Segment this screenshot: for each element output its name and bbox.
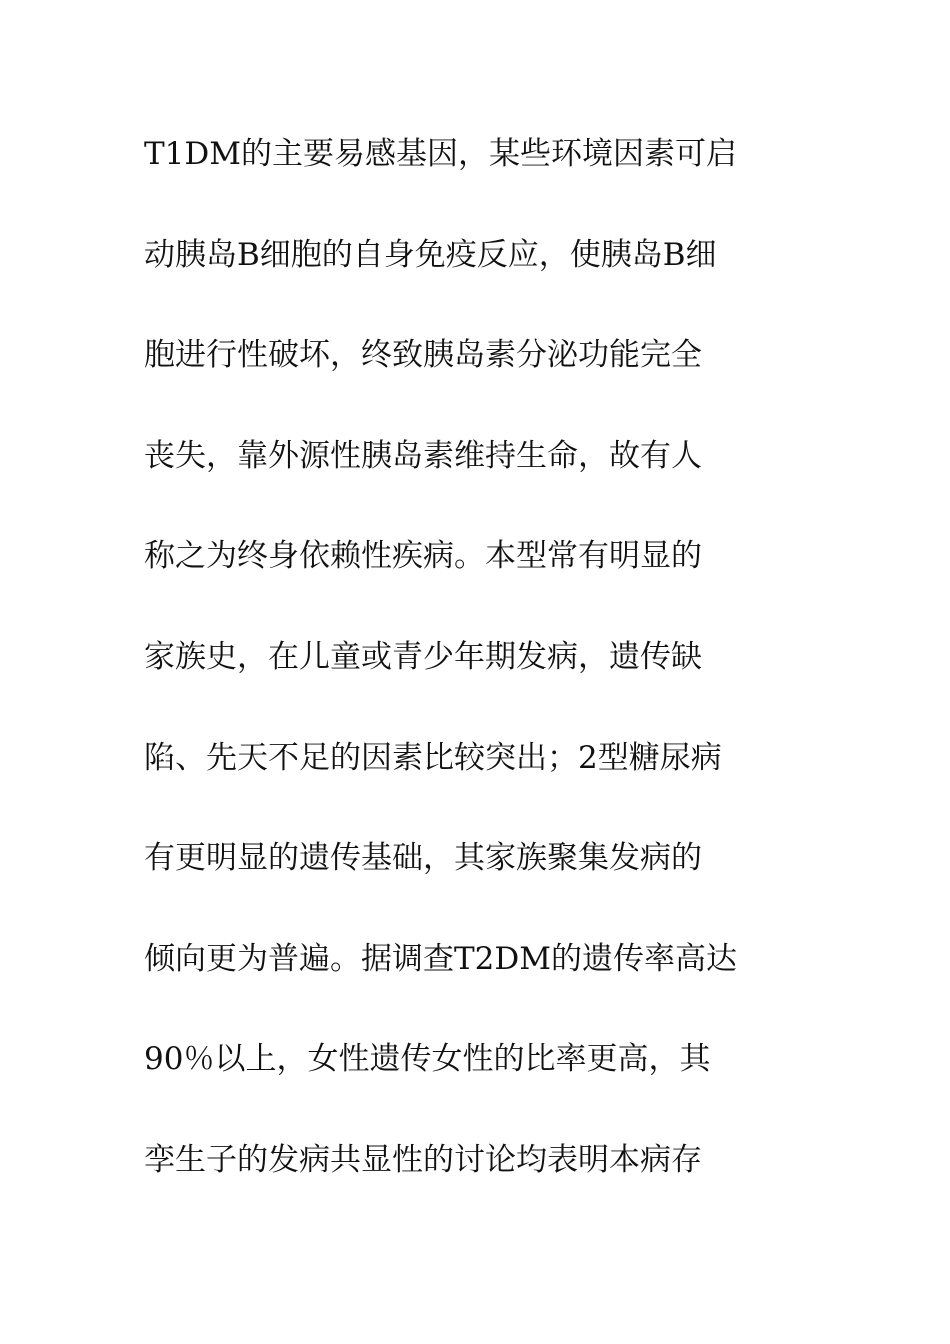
text-line: 称之为终身依赖性疾病。本型常有明显的: [144, 538, 702, 575]
text-line: 胞进行性破坏，终致胰岛素分泌功能完全: [144, 337, 702, 374]
text-line: 丧失，靠外源性胰岛素维持生命，故有人: [144, 437, 702, 474]
text-line: 动胰岛B细胞的自身免疫反应，使胰岛B细: [144, 236, 717, 273]
body-paragraph: [144, 128, 844, 1235]
text-line: 有更明显的遗传基础，其家族聚集发病的: [144, 840, 702, 877]
text-line: 孪生子的发病共显性的讨论均表明本病存: [144, 1141, 702, 1178]
text-line: 陷、先天不足的因素比较突出；2型糖尿病: [144, 739, 722, 776]
text-line: 倾向更为普遍。据调查T2DM的遗传率高达: [144, 940, 737, 977]
text-line: 90％以上，女性遗传女性的比率更高，其: [144, 1041, 711, 1078]
text-line: T1DM的主要易感基因，某些环境因素可启: [144, 136, 737, 172]
text-line: 家族史，在儿童或青少年期发病，遗传缺: [144, 638, 702, 675]
